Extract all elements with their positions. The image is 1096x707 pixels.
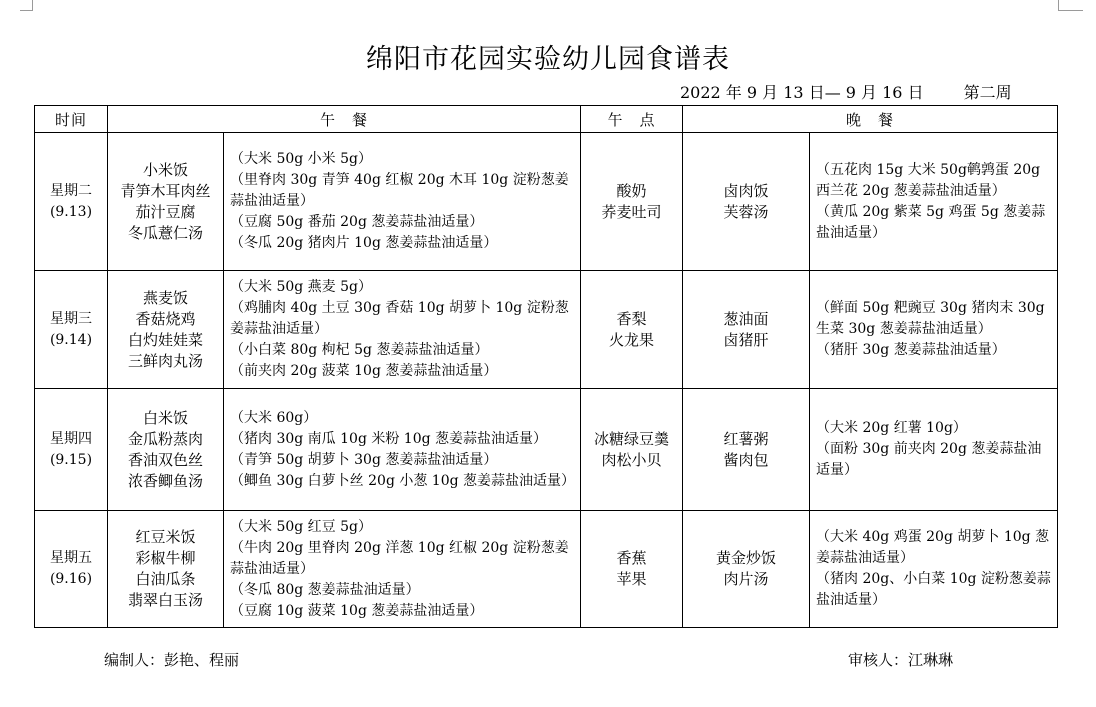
snack-item: 火龙果 (609, 330, 655, 349)
dinner-ingredient: （猪肉 20g、小白菜 10g 淀粉葱姜蒜盐油适量） (816, 571, 1051, 608)
snack-item: 香梨 (616, 309, 647, 328)
dinner-dishes-cell (683, 389, 810, 511)
lunch-ingredient: （牛肉 20g 里脊肉 20g 洋葱 10g 红椒 20g 淀粉葱姜蒜盐油适量） (230, 539, 569, 577)
dinner-dish: 红薯粥 (723, 429, 769, 448)
lunch-dishes-cell (108, 511, 224, 628)
dinner-dishes-cell (683, 511, 810, 628)
lunch-dish: 三鲜肉丸汤 (127, 351, 203, 370)
page-corner-mark-right (1058, 0, 1083, 11)
lunch-dishes-cell (108, 389, 224, 511)
lunch-ingredients-cell (224, 133, 581, 271)
lunch-ingredient: （冬瓜 80g 葱姜蒜盐油适量） (230, 581, 420, 598)
day-cell (35, 271, 108, 389)
lunch-ingredient: （大米 60g） (230, 409, 318, 426)
snack-item: 苹果 (616, 570, 647, 588)
header-snack: 午 点 (581, 106, 683, 133)
lunch-ingredient: （猪肉 30g 南瓜 10g 米粉 10g 葱姜蒜盐油适量） (230, 430, 548, 447)
header-row (35, 106, 1058, 133)
date-label: (9.13) (49, 203, 93, 220)
lunch-dish: 浓香鲫鱼汤 (127, 471, 203, 490)
lunch-ingredient: （鲫鱼 30g 白萝卜丝 20g 小葱 10g 葱姜蒜盐油适量） (230, 472, 576, 489)
lunch-dishes-cell (108, 133, 224, 271)
menu-table (34, 105, 1058, 628)
dinner-ingredient: （五花肉 15g 大米 50g鹌鹑蛋 20g 西兰花 20g 葱姜蒜盐油适量） (816, 161, 1041, 199)
lunch-ingredient: （大米 50g 燕麦 5g） (230, 279, 372, 295)
table-row (35, 511, 1058, 628)
lunch-dish: 白灼娃娃菜 (127, 330, 203, 349)
dinner-ingredient: （面粉 30g 前夹肉 20g 葱姜蒜盐油适量） (816, 441, 1042, 478)
date-label: (9.15) (49, 451, 93, 468)
page-title: 绵阳市花园实验幼儿园食谱表 (366, 44, 730, 75)
dinner-dish: 卤猪肝 (723, 330, 769, 349)
dinner-ingredient: （大米 20g 红薯 10g） (816, 420, 967, 436)
dinner-dish: 酱肉包 (723, 450, 769, 469)
lunch-ingredient: （里脊肉 30g 青笋 40g 红椒 20g 木耳 10g 淀粉葱姜蒜盐油适量） (230, 172, 569, 209)
dinner-dishes-cell (683, 271, 810, 389)
lunch-ingredients-cell (224, 389, 581, 511)
lunch-dish: 金瓜粉蒸肉 (127, 429, 203, 448)
snack-item: 酸奶 (616, 181, 647, 200)
reviewer-label: 审核人：江琳琳 (848, 651, 954, 669)
lunch-ingredient: （豆腐 50g 番茄 20g 葱姜蒜盐油适量） (230, 214, 484, 230)
lunch-dish: 红豆米饭 (135, 528, 196, 546)
snack-cell (581, 389, 683, 511)
lunch-ingredient: （大米 50g 红豆 5g） (230, 518, 372, 535)
dinner-ingredient: （大米 40g 鸡蛋 20g 胡萝卜 10g 葱姜蒜盐油适量） (816, 529, 1050, 566)
lunch-ingredient: （前夹肉 20g 菠菜 10g 葱姜蒜盐油适量） (230, 363, 498, 379)
day-cell (35, 133, 108, 271)
snack-item: 肉松小贝 (601, 450, 662, 469)
dinner-ingredient: （猪肝 30g 葱姜蒜盐油适量） (816, 342, 1006, 358)
dinner-ingredients-cell (810, 271, 1058, 389)
dinner-dish: 葱油面 (723, 309, 769, 328)
dinner-ingredient: （鲜面 50g 粑豌豆 30g 猪肉末 30g 生菜 30g 葱姜蒜盐油适量） (816, 300, 1045, 337)
date-label: (9.16) (49, 571, 93, 587)
table-row (35, 389, 1058, 511)
lunch-dish: 彩椒牛柳 (135, 549, 196, 567)
date-label: (9.14) (49, 331, 93, 348)
snack-cell (581, 511, 683, 628)
lunch-ingredient: （青笋 50g 胡萝卜 30g 葱姜蒜盐油适量） (230, 451, 498, 468)
snack-item: 荞麦吐司 (601, 202, 662, 221)
dinner-ingredients-cell (810, 389, 1058, 511)
dinner-dish: 卤肉饭 (723, 181, 769, 200)
dinner-ingredient: （黄瓜 20g 紫菜 5g 鸡蛋 5g 葱姜蒜盐油适量） (816, 203, 1046, 241)
day-label: 星期五 (50, 550, 92, 566)
lunch-ingredient: （鸡脯肉 40g 土豆 30g 香菇 10g 胡萝卜 10g 淀粉葱姜蒜盐油适量） (230, 300, 569, 337)
week-label: 第二周 (963, 83, 1012, 102)
lunch-dish: 冬瓜薏仁汤 (127, 223, 203, 242)
date-line (680, 83, 1012, 103)
header-dinner: 晚 餐 (683, 106, 1058, 133)
lunch-dish: 香油双色丝 (127, 450, 203, 469)
lunch-dishes-cell (108, 271, 224, 389)
lunch-dish: 白米饭 (142, 408, 188, 427)
page-corner-mark-left (20, 0, 33, 11)
lunch-ingredients-cell (224, 511, 581, 628)
lunch-dish: 翡翠白玉汤 (127, 591, 203, 609)
day-label: 星期二 (50, 182, 92, 199)
dinner-dish: 芙蓉汤 (723, 202, 769, 221)
lunch-ingredient: （小白菜 80g 枸杞 5g 葱姜蒜盐油适量） (230, 342, 489, 358)
lunch-dish: 茄汁豆腐 (135, 202, 196, 221)
dinner-ingredients-cell (810, 511, 1058, 628)
table-row (35, 271, 1058, 389)
compiler-label: 编制人：彭艳、程丽 (104, 651, 240, 669)
lunch-dish: 燕麦饭 (142, 288, 188, 307)
lunch-ingredients-cell (224, 271, 581, 389)
header-lunch: 午 餐 (108, 106, 581, 133)
snack-cell (581, 133, 683, 271)
lunch-dish: 青笋木耳肉丝 (120, 181, 211, 200)
lunch-ingredient: （豆腐 10g 菠菜 10g 葱姜蒜盐油适量） (230, 602, 484, 619)
day-cell (35, 511, 108, 628)
table-row (35, 133, 1058, 271)
date-range: 2022 年 9 月 13 日— 9 月 16 日 (680, 83, 924, 102)
day-label: 星期三 (50, 310, 92, 327)
lunch-dish: 香菇烧鸡 (135, 309, 196, 328)
lunch-ingredient: （冬瓜 20g 猪肉片 10g 葱姜蒜盐油适量） (230, 235, 498, 251)
snack-item: 冰糖绿豆羹 (594, 429, 670, 448)
lunch-ingredient: （大米 50g 小米 5g） (230, 151, 372, 167)
snack-cell (581, 271, 683, 389)
day-cell (35, 389, 108, 511)
dinner-ingredients-cell (810, 133, 1058, 271)
dinner-dish: 肉片汤 (723, 570, 769, 588)
day-label: 星期四 (50, 430, 92, 447)
header-time: 时间 (35, 106, 108, 133)
lunch-dish: 小米饭 (142, 160, 188, 179)
lunch-dish: 白油瓜条 (135, 570, 196, 588)
dinner-dish: 黄金炒饭 (716, 549, 777, 567)
dinner-dishes-cell (683, 133, 810, 271)
snack-item: 香蕉 (616, 549, 647, 567)
